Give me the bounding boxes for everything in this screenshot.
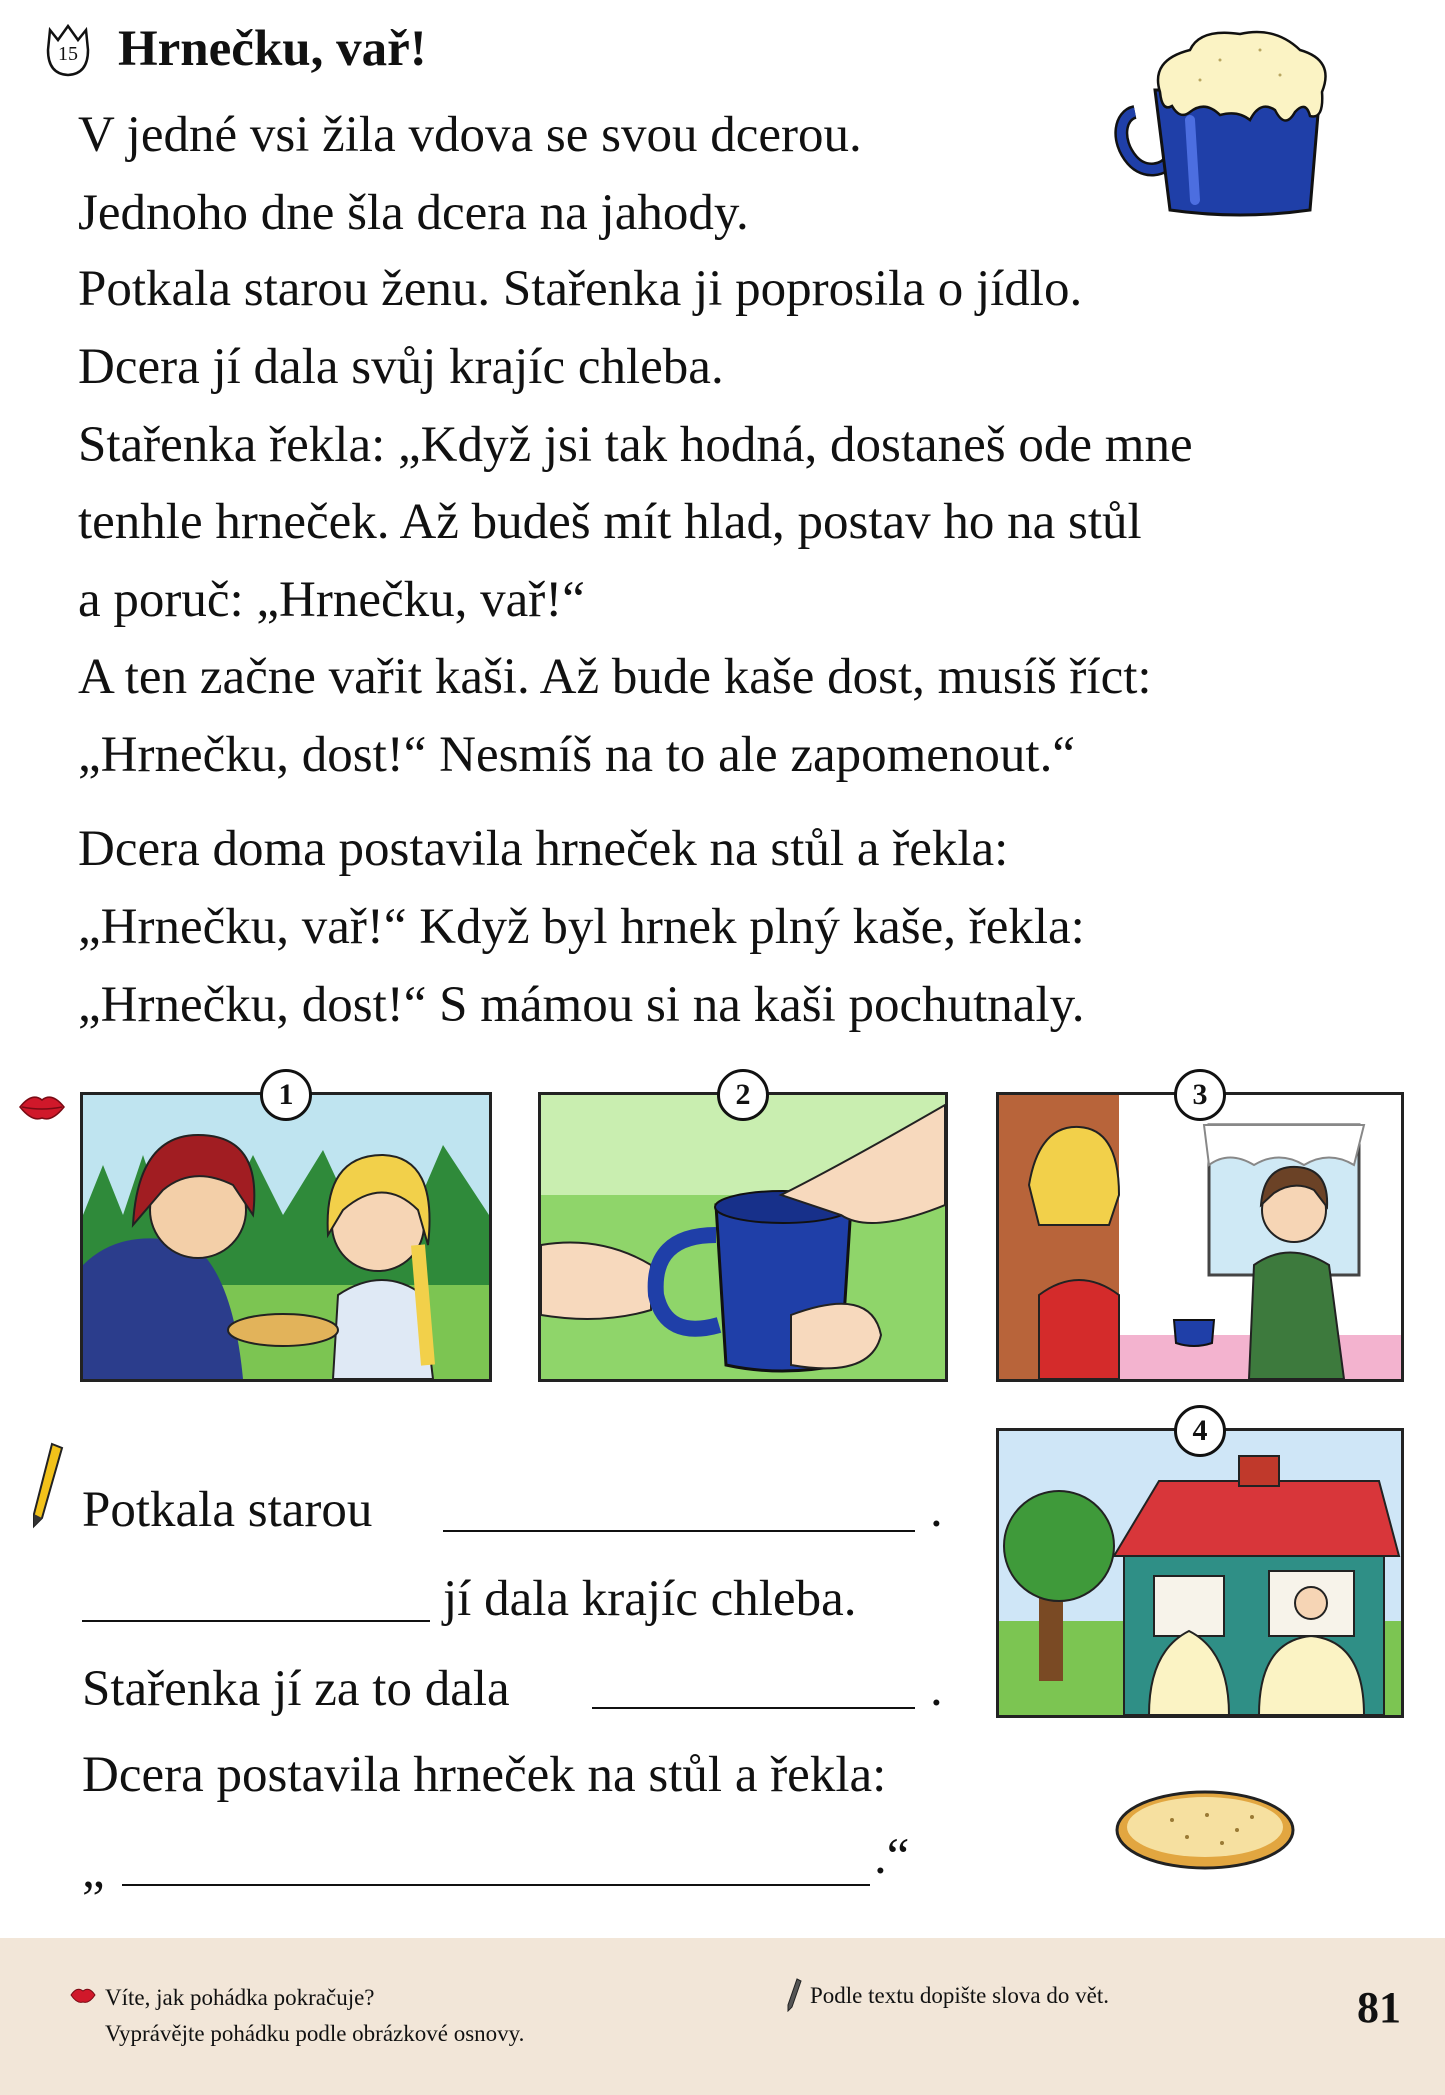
picture-number-4: 4 bbox=[1174, 1405, 1226, 1457]
page-title: Hrnečku, vař! bbox=[118, 21, 427, 77]
bread-slice-illustration bbox=[1112, 1785, 1298, 1875]
title-area bbox=[44, 20, 427, 78]
story-line: Dcera doma postavila hrneček na stůl a řekla: bbox=[78, 821, 1009, 877]
story-line: „Hrnečku, dost!“ Nesmíš na to ale zapomenout.“ bbox=[78, 727, 1075, 783]
pencil-icon bbox=[786, 1978, 802, 2012]
picture-panel-4 bbox=[996, 1414, 1404, 1718]
picture-panel-1 bbox=[80, 1078, 492, 1382]
lesson-number-badge bbox=[44, 20, 92, 78]
story-line: V jedné vsi žila vdova se svou dcerou. bbox=[78, 107, 862, 163]
footer-tip-storytelling: Víte, jak pohádka pokračuje? bbox=[105, 1985, 375, 2010]
exercise-quote-open: „ bbox=[82, 1843, 105, 1899]
picture-number-1: 1 bbox=[260, 1069, 312, 1121]
exercise-sentence-3: Stařenka jí za to dala bbox=[82, 1661, 510, 1717]
exercise-quote-close: .“ bbox=[874, 1829, 910, 1885]
porridge-mug-illustration bbox=[1110, 20, 1350, 220]
footer-tip-storytelling-2: Vyprávějte pohádku podle obrázkové osnovy. bbox=[105, 2021, 525, 2046]
story-line: Stařenka řekla: „Když jsi tak hodná, dostaneš ode mne bbox=[78, 417, 1193, 473]
story-line: A ten začne vařit kaši. Až bude kaše dost, musíš říct: bbox=[78, 649, 1152, 705]
story-line: tenhle hrneček. Až budeš mít hlad, postav ho na stůl bbox=[78, 494, 1142, 550]
exercise-sentence-4: Dcera postavila hrneček na stůl a řekla: bbox=[82, 1747, 887, 1803]
pencil-icon bbox=[30, 1440, 66, 1530]
footer-tip-writing: Podle textu dopište slova do vět. bbox=[810, 1983, 1109, 2008]
story-line: „Hrnečku, vař!“ Když byl hrnek plný kaše, řekla: bbox=[78, 899, 1085, 955]
answer-blank-3[interactable] bbox=[592, 1707, 915, 1709]
page-footer bbox=[0, 1938, 1445, 2095]
lips-icon bbox=[18, 1092, 66, 1122]
lesson-number: 15 bbox=[58, 43, 78, 65]
picture-panel-2 bbox=[538, 1078, 948, 1382]
lips-icon bbox=[70, 1986, 96, 2004]
exercise-sentence-1: Potkala starou bbox=[82, 1482, 373, 1538]
story-line: Potkala starou ženu. Stařenka ji poprosila o jídlo. bbox=[78, 261, 1083, 317]
story-line: Jednoho dne šla dcera na jahody. bbox=[78, 185, 749, 241]
story-line: Dcera jí dala svůj krajíc chleba. bbox=[78, 339, 724, 395]
exercise-sentence-2: jí dala krajíc chleba. bbox=[443, 1571, 857, 1627]
answer-blank-4[interactable] bbox=[122, 1884, 870, 1886]
story-line: „Hrnečku, dost!“ S mámou si na kaši pochutnaly. bbox=[78, 977, 1085, 1033]
picture-number-2: 2 bbox=[717, 1069, 769, 1121]
answer-blank-2[interactable] bbox=[82, 1620, 430, 1622]
picture-panel-3 bbox=[996, 1078, 1404, 1382]
page-number: 81 bbox=[1357, 1983, 1401, 2032]
exercise-sentence-1-end: . bbox=[930, 1482, 943, 1538]
story-line: a poruč: „Hrnečku, vař!“ bbox=[78, 572, 585, 628]
answer-blank-1[interactable] bbox=[443, 1530, 915, 1532]
picture-number-3: 3 bbox=[1174, 1069, 1226, 1121]
exercise-sentence-3-end: . bbox=[930, 1661, 943, 1717]
